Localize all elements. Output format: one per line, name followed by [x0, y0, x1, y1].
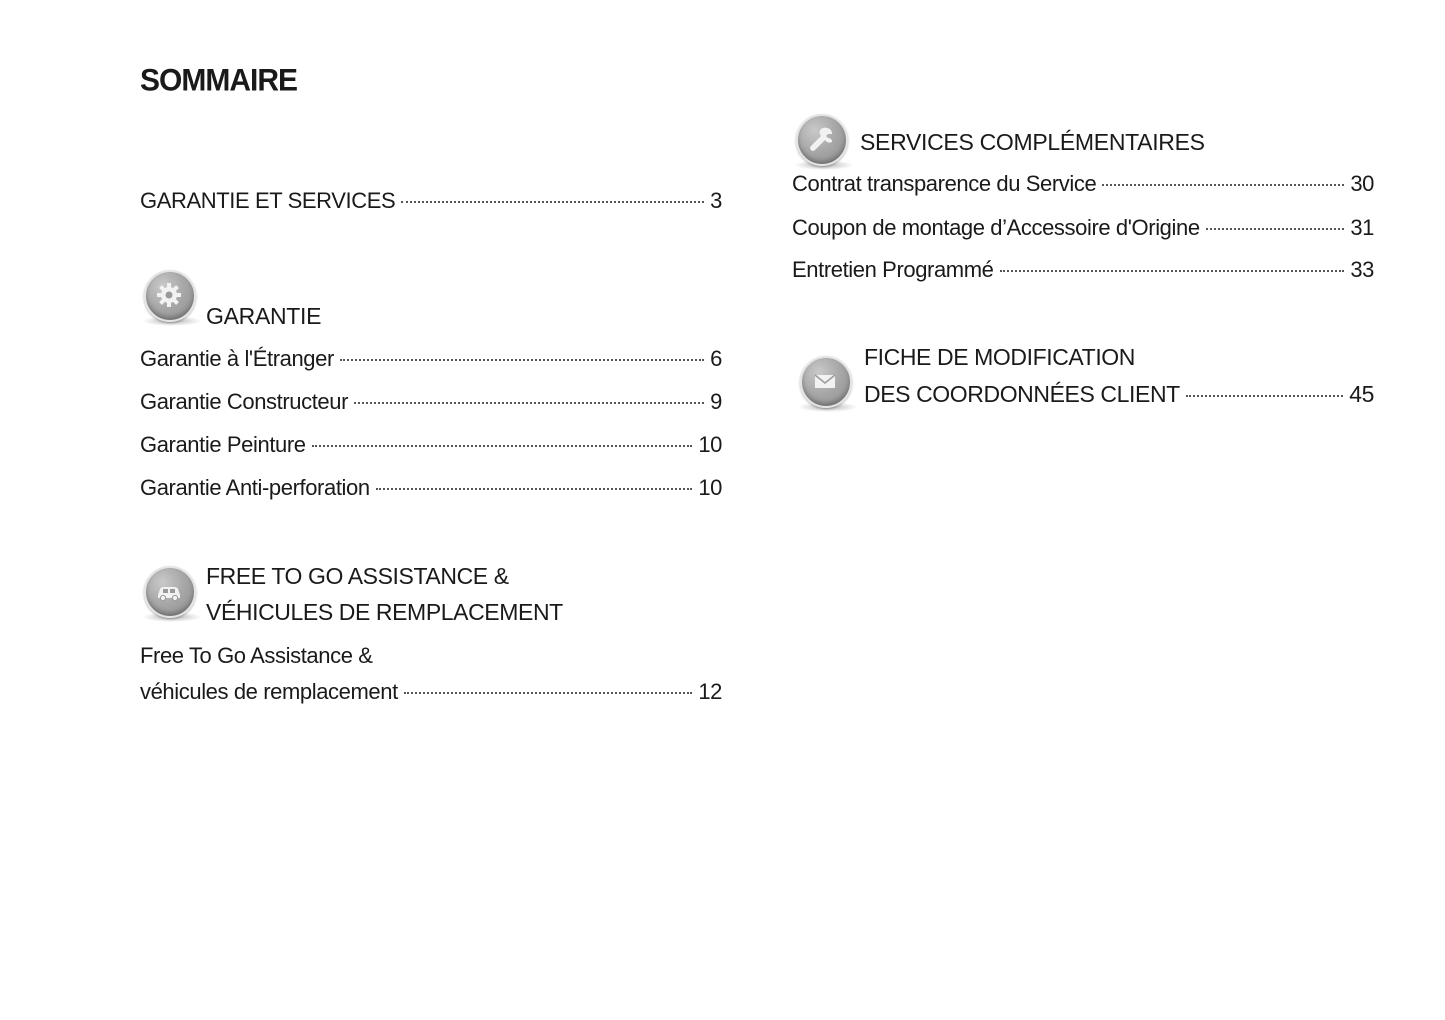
- toc-entry[interactable]: [140, 387, 722, 417]
- dot-leader: [401, 201, 704, 203]
- toc-entry-page: 30: [1350, 171, 1374, 196]
- toc-entry-label: Garantie Constructeur: [140, 389, 349, 414]
- toc-entry-page: 3: [710, 188, 722, 213]
- dot-leader: [340, 359, 704, 361]
- envelope-icon: [798, 356, 854, 414]
- toc-entry[interactable]: [792, 255, 1374, 285]
- dot-leader: [354, 402, 704, 404]
- toc-entry-label: véhicules de remplacement: [140, 679, 398, 704]
- dot-leader: [1000, 270, 1345, 272]
- toc-entry[interactable]: [792, 213, 1374, 243]
- gear-icon: [142, 270, 198, 328]
- toc-entry-page: 33: [1350, 257, 1374, 282]
- toc-entry-label: Garantie Peinture: [140, 432, 306, 457]
- dot-leader: [404, 692, 693, 694]
- section-heading-garantie: [206, 298, 321, 334]
- car-icon: [142, 566, 198, 624]
- toc-entry-page: 10: [698, 432, 722, 457]
- toc-entry[interactable]: [140, 344, 722, 374]
- section-title: GARANTIE: [206, 303, 322, 329]
- toc-entry[interactable]: [792, 169, 1374, 199]
- dot-leader: [1186, 395, 1343, 397]
- toc-entry-page: 9: [710, 389, 722, 414]
- toc-entry-page: 31: [1350, 215, 1374, 240]
- dot-leader: [1102, 184, 1344, 186]
- page-title: SOMMAIRE: [140, 63, 297, 98]
- section-title: SERVICES COMPLÉMENTAIRES: [860, 129, 1205, 155]
- toc-entry-assistance[interactable]: [140, 677, 722, 707]
- toc-entry-page: 6: [710, 346, 722, 371]
- section-title-line-1: FREE TO GO ASSISTANCE &: [206, 563, 509, 589]
- toc-entry-label: DES COORDONNÉES CLIENT: [864, 381, 1180, 407]
- toc-entry-label: Garantie à l'Étranger: [140, 346, 334, 371]
- toc-entry[interactable]: [140, 430, 722, 460]
- toc-entry-garantie-et-services[interactable]: [140, 186, 722, 216]
- toc-entry-page: 12: [698, 679, 722, 704]
- toc-entry-label: Contrat transparence du Service: [792, 171, 1097, 196]
- toc-right-column: [792, 0, 1374, 1020]
- toc-entry-page: 45: [1349, 381, 1374, 407]
- toc-entry-label: Entretien Programmé: [792, 257, 994, 282]
- toc-entry-label-line-1: Free To Go Assistance &: [140, 643, 373, 668]
- wrench-icon: [794, 114, 850, 172]
- dot-leader: [1206, 228, 1345, 230]
- toc-entry-label: Garantie Anti-perforation: [140, 475, 370, 500]
- toc-entry-label: Coupon de montage d’Accessoire d'Origine: [792, 215, 1200, 240]
- toc-entry-label: GARANTIE ET SERVICES: [140, 188, 396, 213]
- toc-entry-page: 10: [698, 475, 722, 500]
- toc-left-column: [140, 0, 722, 1020]
- section-title-line-2: VÉHICULES DE REMPLACEMENT: [206, 599, 563, 625]
- section-heading-services: [860, 124, 1205, 160]
- toc-entry-fiche[interactable]: [864, 379, 1374, 409]
- dot-leader: [312, 445, 693, 447]
- toc-entry[interactable]: [140, 473, 722, 503]
- section-title-line-1: FICHE DE MODIFICATION: [864, 344, 1136, 370]
- dot-leader: [376, 488, 693, 490]
